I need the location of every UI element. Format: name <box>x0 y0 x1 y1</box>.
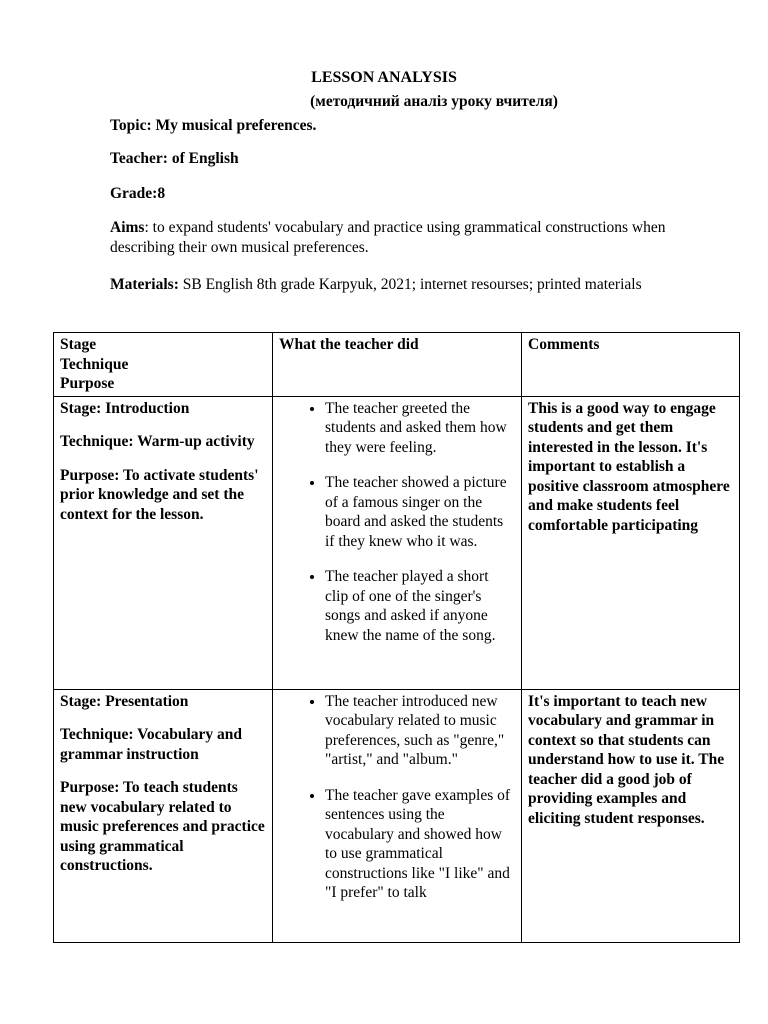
technique-text: Technique: Warm-up activity <box>60 433 255 450</box>
aims-value: : to expand students' vocabulary and practice using grammatical constructions when describing their own musical preferences. <box>110 219 666 257</box>
document-title: LESSON ANALYSIS <box>311 69 457 86</box>
actions-list <box>279 399 515 646</box>
list-item: • The teacher gave examples of sentences using the vocabulary and showed how to use grammatical constructions like "I like" and "I prefer" to talk <box>325 786 515 903</box>
aims-label: Aims <box>110 219 145 236</box>
header-comments: Comments <box>522 333 740 397</box>
stage-cell <box>54 396 273 689</box>
aims-line <box>110 218 720 258</box>
list-item: • The teacher greeted the students and asked them how they were feeling. <box>325 399 515 458</box>
stage-text: Stage: Introduction <box>60 399 190 417</box>
list-item: • The teacher played a short clip of one of the singer's songs and asked if anyone knew the name of the song. <box>325 567 515 645</box>
list-item: • The teacher introduced new vocabulary related to music preferences, such as "genre," "artist," and "album." <box>325 692 515 770</box>
technique-text: Technique: Vocabulary and grammar instruction <box>60 726 243 763</box>
header-stage-technique-purpose <box>54 333 273 397</box>
actions-list <box>279 692 515 903</box>
comment-text: It's important to teach new vocabulary and grammar in context so that students can understand how to use it. The teacher did a good job of providing examples and eliciting student responses. <box>528 692 725 827</box>
table-row <box>54 396 740 689</box>
purpose-text: Purpose: To activate students' prior knowledge and set the context for the lesson. <box>60 466 259 523</box>
teacher-line <box>110 149 720 169</box>
comment-cell <box>522 689 740 942</box>
materials-label: Materials: <box>110 276 179 293</box>
list-item: • The teacher showed a picture of a famous singer on the board and asked the students if they knew who it was. <box>325 473 515 551</box>
comment-cell <box>522 396 740 689</box>
table-header-row <box>54 333 740 397</box>
actions-cell <box>273 396 522 689</box>
header-teacher-did: What the teacher did <box>273 333 522 397</box>
actions-cell <box>273 689 522 942</box>
grade-line <box>110 184 720 204</box>
grade-value: 8 <box>157 185 166 202</box>
topic-value: My musical preferences. <box>155 117 317 134</box>
teacher-value: of English <box>171 150 239 167</box>
header-technique: Technique <box>60 355 129 373</box>
header-purpose: Purpose <box>60 375 115 392</box>
materials-line <box>110 275 720 295</box>
topic-line <box>110 116 720 136</box>
stage-cell <box>54 689 273 942</box>
purpose-text: Purpose: To teach students new vocabulary related to music preferences and practice using grammatical constructions. <box>60 779 265 874</box>
topic-label: Topic: <box>110 117 152 134</box>
materials-value: SB English 8th grade Karpyuk, 2021; internet resourses; printed materials <box>182 276 642 293</box>
lesson-analysis-table <box>53 332 740 943</box>
teacher-label: Teacher: <box>110 150 168 167</box>
grade-label: Grade: <box>110 185 158 202</box>
comment-text: This is a good way to engage students and get them interested in the lesson. It's important to establish a positive classroom atmosphere and make students feel comfortable participating <box>528 399 730 534</box>
document-subtitle: (методичний аналіз уроку вчителя) <box>310 93 558 110</box>
stage-text: Stage: Presentation <box>60 692 189 710</box>
table-row <box>54 689 740 942</box>
header-stage: Stage <box>60 336 97 353</box>
